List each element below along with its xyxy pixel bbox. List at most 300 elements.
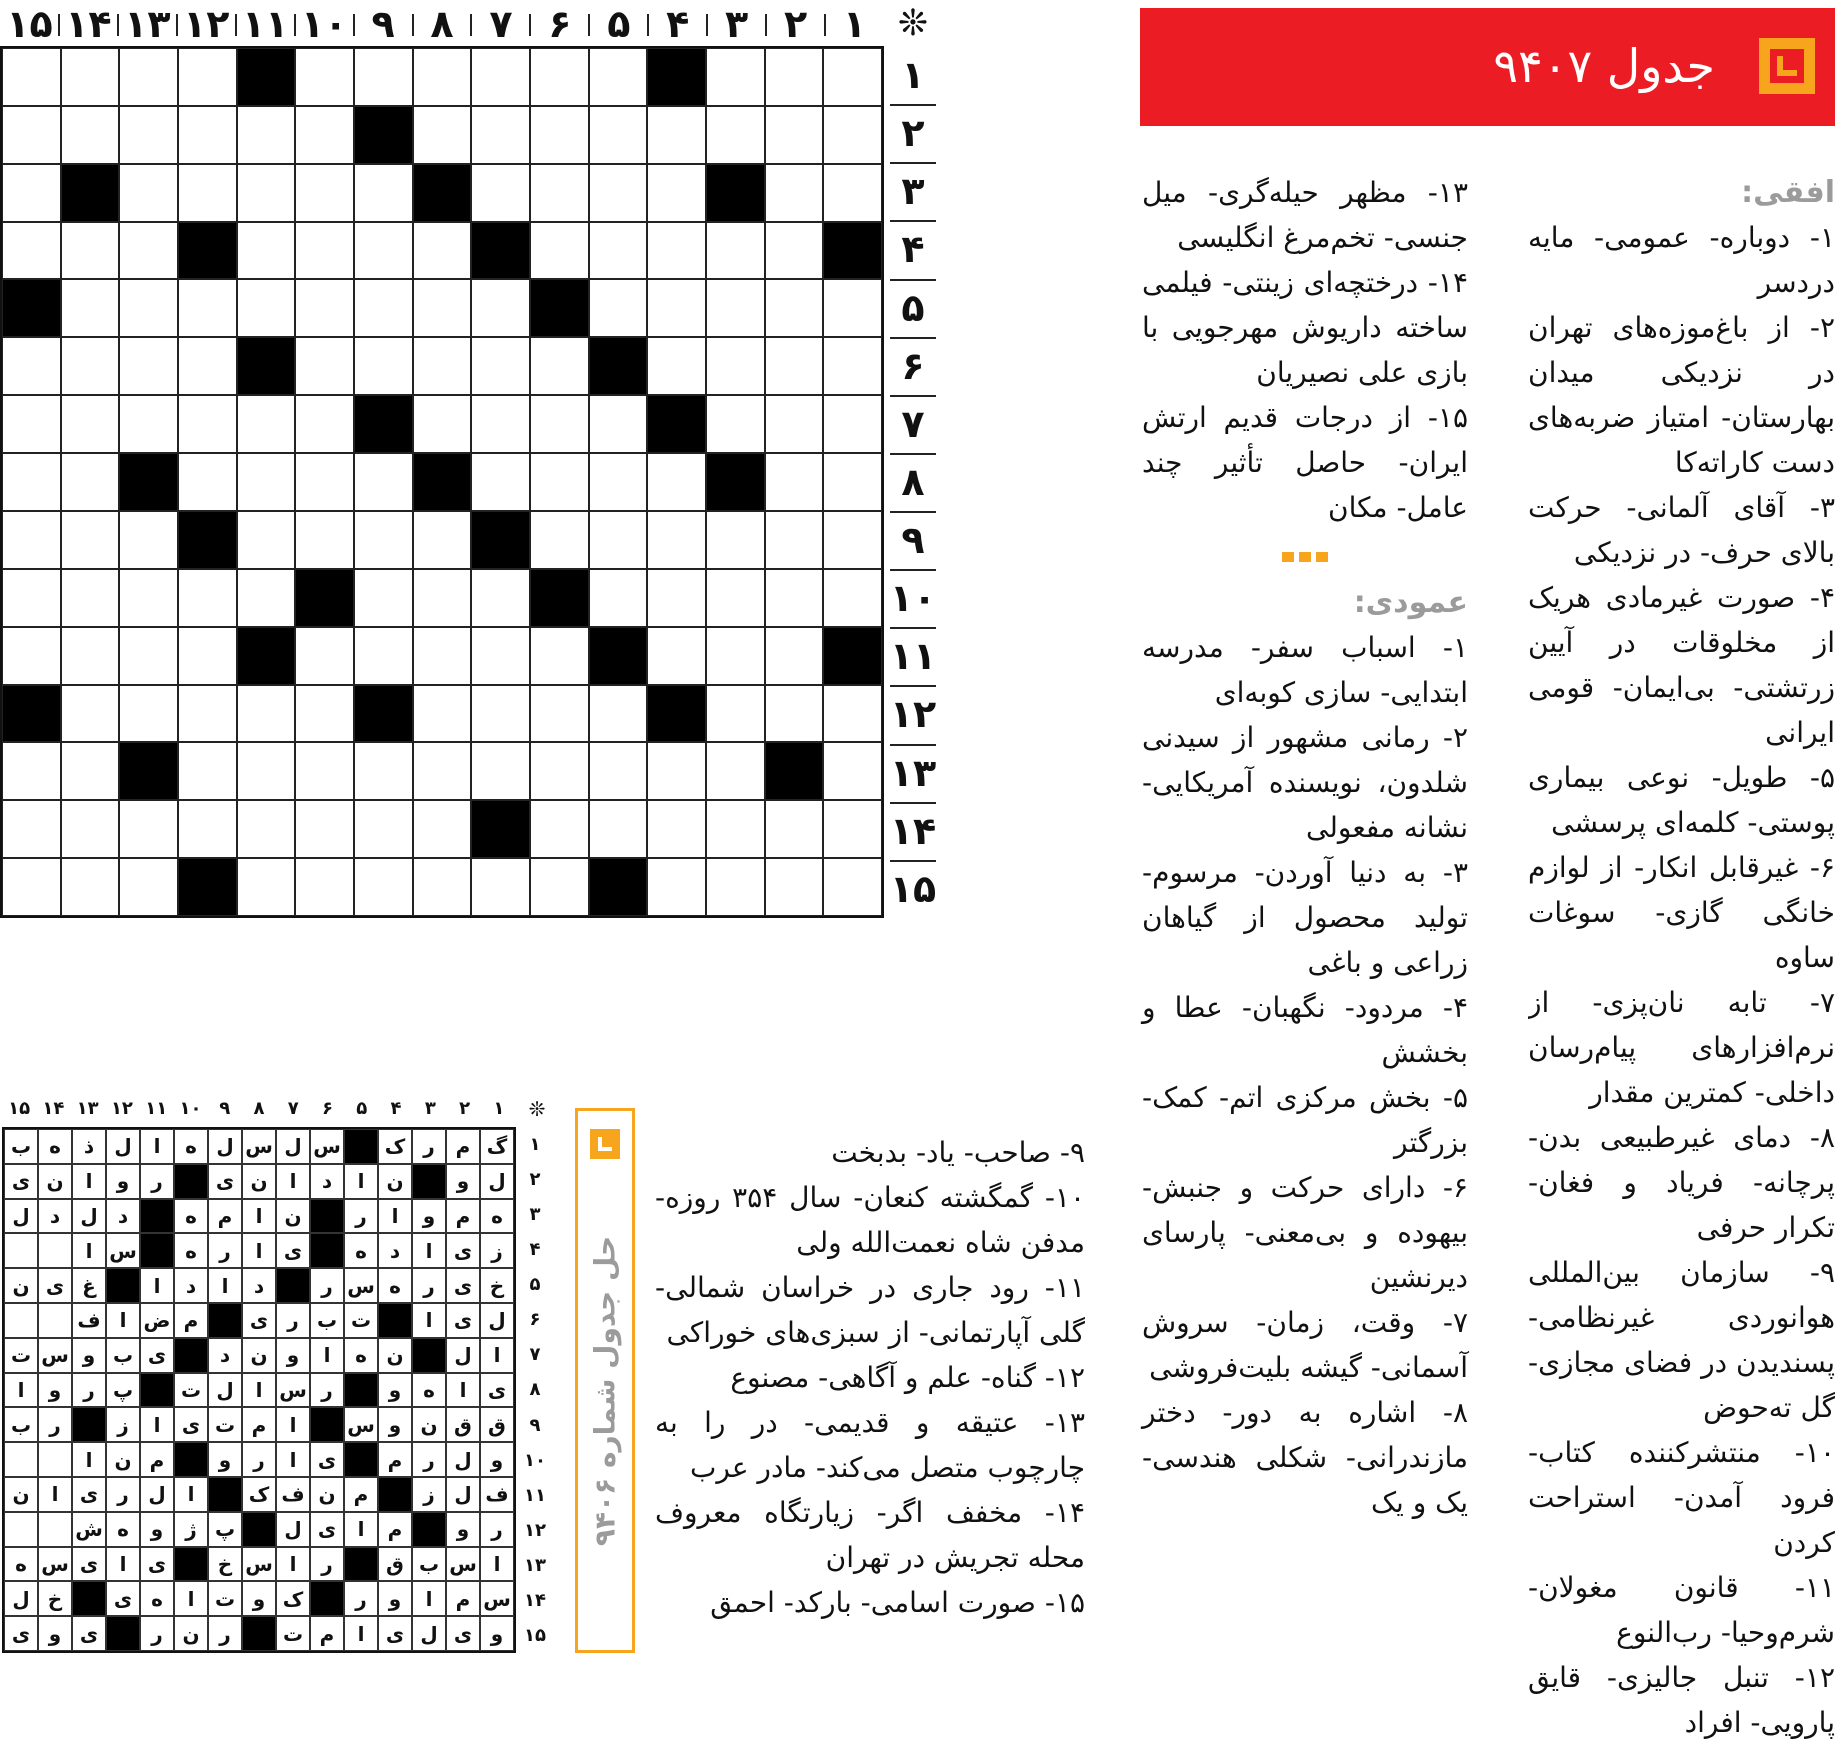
solution-cell: ی <box>480 1373 514 1408</box>
grid-cell[interactable] <box>823 453 882 511</box>
solution-cell-black <box>344 1373 378 1408</box>
grid-cell[interactable] <box>295 337 354 395</box>
grid-cell[interactable] <box>823 800 882 858</box>
solution-cell: و <box>480 1442 514 1477</box>
grid-cell[interactable] <box>2 800 61 858</box>
grid-cell[interactable] <box>237 569 296 627</box>
grid-cell[interactable] <box>237 858 296 916</box>
grid-cell[interactable] <box>295 742 354 800</box>
across-clue: ۱۳- مظهر حیله‌گری- میل جنسی- تخم‌مرغ انگلیسی <box>1142 176 1468 254</box>
grid-cell[interactable] <box>647 106 706 164</box>
grid-cell[interactable] <box>765 453 824 511</box>
grid-cell[interactable] <box>119 279 178 337</box>
solution-cell: پ <box>106 1373 140 1408</box>
solution-cell: ر <box>310 1268 344 1303</box>
solution-cell-black <box>140 1233 174 1268</box>
grid-cell[interactable] <box>647 569 706 627</box>
grid-cell[interactable] <box>765 279 824 337</box>
row-number: ۱۳ <box>889 750 937 795</box>
grid-cell[interactable] <box>119 685 178 743</box>
column-number: ۳ <box>725 2 749 46</box>
grid-cell[interactable] <box>530 511 589 569</box>
grid-cell[interactable] <box>765 685 824 743</box>
grid-cell[interactable] <box>119 48 178 106</box>
grid-cell[interactable] <box>295 395 354 453</box>
grid-cell[interactable] <box>2 511 61 569</box>
grid-cell[interactable] <box>589 48 648 106</box>
column-number: ۸ <box>430 2 454 46</box>
grid-cell[interactable] <box>119 222 178 280</box>
grid-cell[interactable] <box>589 800 648 858</box>
grid-cell[interactable] <box>823 858 882 916</box>
grid-cell[interactable] <box>178 453 237 511</box>
solution-cell: ی <box>378 1616 412 1651</box>
grid-cell[interactable] <box>354 164 413 222</box>
grid-cell[interactable] <box>61 453 120 511</box>
grid-cell[interactable] <box>706 511 765 569</box>
grid-cell[interactable] <box>178 685 237 743</box>
grid-cell[interactable] <box>61 800 120 858</box>
down-clue: ۷- وقت، زمان- سروش آسمانی- گیشه بلیت‌فروشی <box>1142 1306 1468 1384</box>
solution-cell: ر <box>412 1129 446 1164</box>
grid-cell[interactable] <box>765 337 824 395</box>
grid-cell[interactable] <box>237 511 296 569</box>
grid-cell[interactable] <box>765 858 824 916</box>
grid-cell[interactable] <box>119 395 178 453</box>
grid-cell[interactable] <box>413 279 472 337</box>
grid-cell[interactable] <box>706 395 765 453</box>
grid-cell[interactable] <box>295 800 354 858</box>
grid-cell[interactable] <box>354 337 413 395</box>
solution-cell: ر <box>344 1199 378 1234</box>
grid-cell[interactable] <box>530 48 589 106</box>
grid-cell[interactable] <box>2 106 61 164</box>
solution-cell: ا <box>140 1407 174 1442</box>
down-clue: ۱۴- مخفف اگر- زیارتگاه معروف محله تجریش در تهران <box>655 1496 1085 1574</box>
grid-cell[interactable] <box>706 48 765 106</box>
grid-cell[interactable] <box>295 627 354 685</box>
grid-cell[interactable] <box>295 164 354 222</box>
grid-cell[interactable] <box>2 395 61 453</box>
grid-cell[interactable] <box>530 742 589 800</box>
grid-cell[interactable] <box>237 395 296 453</box>
grid-cell[interactable] <box>61 48 120 106</box>
grid-cell[interactable] <box>647 800 706 858</box>
grid-cell[interactable] <box>61 627 120 685</box>
grid-cell[interactable] <box>647 337 706 395</box>
grid-cell[interactable] <box>354 511 413 569</box>
grid-cell[interactable] <box>823 337 882 395</box>
solution-cell: ه <box>38 1129 72 1164</box>
across-clue: ۱۲- تنبل جالیزی- قایق پارویی- افراد <box>1528 1661 1835 1739</box>
solution-cell: م <box>378 1512 412 1547</box>
grid-cell-black <box>413 164 472 222</box>
grid-cell[interactable] <box>765 164 824 222</box>
grid-cell[interactable] <box>823 685 882 743</box>
solution-column-number: ۱۴ <box>42 1098 65 1119</box>
solution-cell: ا <box>276 1547 310 1582</box>
grid-cell[interactable] <box>354 858 413 916</box>
solution-cell: ک <box>276 1581 310 1616</box>
grid-cell[interactable] <box>823 742 882 800</box>
grid-cell-black <box>647 395 706 453</box>
solution-cell: ن <box>242 1164 276 1199</box>
solution-cell: ا <box>344 1512 378 1547</box>
grid-cell[interactable] <box>765 511 824 569</box>
grid-cell[interactable] <box>178 627 237 685</box>
solution-cell: ل <box>4 1199 38 1234</box>
grid-cell[interactable] <box>237 800 296 858</box>
solution-cell: ی <box>4 1616 38 1651</box>
solution-cell: ر <box>310 1547 344 1582</box>
grid-cell[interactable] <box>237 222 296 280</box>
grid-cell[interactable] <box>354 279 413 337</box>
solution-cell: ا <box>412 1581 446 1616</box>
grid-cell[interactable] <box>647 511 706 569</box>
grid-cell[interactable] <box>295 453 354 511</box>
column-number: ۱۰ <box>300 2 348 46</box>
grid-cell-black <box>178 511 237 569</box>
grid-cell[interactable] <box>530 164 589 222</box>
solution-cell-black <box>174 1442 208 1477</box>
grid-cell[interactable] <box>413 858 472 916</box>
grid-cell[interactable] <box>119 337 178 395</box>
grid-cell[interactable] <box>178 164 237 222</box>
grid-cell[interactable] <box>61 106 120 164</box>
grid-cell[interactable] <box>178 279 237 337</box>
grid-cell[interactable] <box>2 742 61 800</box>
grid-cell[interactable] <box>178 742 237 800</box>
grid-cell[interactable] <box>354 222 413 280</box>
solution-cell: ی <box>276 1233 310 1268</box>
grid-cell[interactable] <box>295 858 354 916</box>
grid-cell[interactable] <box>61 395 120 453</box>
grid-cell[interactable] <box>2 858 61 916</box>
grid-cell[interactable] <box>119 858 178 916</box>
grid-cell[interactable] <box>706 106 765 164</box>
grid-cell[interactable] <box>61 222 120 280</box>
grid-cell[interactable] <box>295 106 354 164</box>
across-clue: ۷- تابه نان‌پزی- از نرم‌افزارهای پیام‌رسان داخلی- کمترین مقدار <box>1528 986 1835 1109</box>
grid-cell[interactable] <box>765 569 824 627</box>
solution-cell: س <box>242 1547 276 1582</box>
grid-cell[interactable] <box>647 742 706 800</box>
grid-cell[interactable] <box>413 569 472 627</box>
grid-cell[interactable] <box>471 569 530 627</box>
grid-cell[interactable] <box>823 279 882 337</box>
solution-cell: د <box>378 1233 412 1268</box>
grid-cell[interactable] <box>530 858 589 916</box>
grid-cell[interactable] <box>706 742 765 800</box>
grid-cell[interactable] <box>119 800 178 858</box>
grid-cell[interactable] <box>119 627 178 685</box>
grid-cell[interactable] <box>823 106 882 164</box>
grid-cell[interactable] <box>295 685 354 743</box>
grid-cell[interactable] <box>706 569 765 627</box>
grid-cell[interactable] <box>647 222 706 280</box>
solution-cell: د <box>310 1164 344 1199</box>
grid-cell[interactable] <box>61 742 120 800</box>
grid-cell[interactable] <box>413 48 472 106</box>
grid-cell[interactable] <box>61 685 120 743</box>
grid-cell[interactable] <box>354 569 413 627</box>
grid-cell[interactable] <box>706 279 765 337</box>
grid-cell[interactable] <box>706 685 765 743</box>
grid-cell[interactable] <box>765 48 824 106</box>
grid-cell[interactable] <box>237 164 296 222</box>
solution-cell: و <box>378 1373 412 1408</box>
grid-cell[interactable] <box>237 106 296 164</box>
grid-cell[interactable] <box>178 800 237 858</box>
grid-cell[interactable] <box>2 453 61 511</box>
grid-cell[interactable] <box>471 106 530 164</box>
grid-cell[interactable] <box>237 685 296 743</box>
grid-cell[interactable] <box>119 569 178 627</box>
grid-cell[interactable] <box>413 106 472 164</box>
grid-cell[interactable] <box>530 337 589 395</box>
solution-row-number: ۳ <box>529 1204 541 1226</box>
grid-cell[interactable] <box>647 858 706 916</box>
grid-cell[interactable] <box>589 279 648 337</box>
solution-cell: ی <box>140 1547 174 1582</box>
grid-cell[interactable] <box>61 858 120 916</box>
grid-cell[interactable] <box>589 742 648 800</box>
solution-cell: ی <box>140 1338 174 1373</box>
grid-cell[interactable] <box>530 222 589 280</box>
grid-cell[interactable] <box>589 453 648 511</box>
grid-cell[interactable] <box>178 106 237 164</box>
grid-cell[interactable] <box>706 337 765 395</box>
row-number: ۳ <box>901 169 925 214</box>
grid-cell[interactable] <box>765 222 824 280</box>
grid-cell[interactable] <box>413 627 472 685</box>
solution-cell: گ <box>480 1129 514 1164</box>
solution-row-number: ۸ <box>529 1379 541 1401</box>
grid-cell[interactable] <box>354 800 413 858</box>
grid-cell[interactable] <box>354 48 413 106</box>
grid-cell[interactable] <box>119 511 178 569</box>
solution-row-number: ۱۳ <box>524 1554 546 1576</box>
grid-cell[interactable] <box>589 222 648 280</box>
solution-cell: ک <box>242 1477 276 1512</box>
grid-cell[interactable] <box>823 48 882 106</box>
grid-cell[interactable] <box>471 337 530 395</box>
grid-cell[interactable] <box>530 800 589 858</box>
grid-cell-black <box>471 511 530 569</box>
grid-cell[interactable] <box>589 511 648 569</box>
grid-cell[interactable] <box>61 511 120 569</box>
grid-cell[interactable] <box>823 511 882 569</box>
grid-cell[interactable] <box>471 279 530 337</box>
solution-cell: ت <box>344 1303 378 1338</box>
grid-cell[interactable] <box>237 742 296 800</box>
down-clue: ۹- صاحب- یاد- بدبخت <box>831 1136 1085 1169</box>
across-clue: ۱۰- منتشرکننده کتاب- فرود آمدن- استراحت کردن <box>1528 1436 1835 1559</box>
grid-cell[interactable] <box>354 742 413 800</box>
grid-cell[interactable] <box>530 395 589 453</box>
grid-cell[interactable] <box>119 106 178 164</box>
solution-cell: ر <box>38 1407 72 1442</box>
grid-cell[interactable] <box>471 395 530 453</box>
solution-cell: ا <box>276 1442 310 1477</box>
solution-cell: ا <box>106 1303 140 1338</box>
solution-cell: ن <box>412 1407 446 1442</box>
solution-cell: ر <box>344 1581 378 1616</box>
grid-cell[interactable] <box>354 627 413 685</box>
grid-cell-black <box>119 742 178 800</box>
grid-cell[interactable] <box>471 164 530 222</box>
grid-cell[interactable] <box>471 742 530 800</box>
grid-cell[interactable] <box>471 453 530 511</box>
row-separator <box>890 104 936 106</box>
grid-cell[interactable] <box>295 279 354 337</box>
grid-cell[interactable] <box>178 395 237 453</box>
grid-cell[interactable] <box>647 164 706 222</box>
solution-cell: و <box>242 1581 276 1616</box>
solution-cell: ه <box>106 1512 140 1547</box>
column-number: ۹ <box>371 2 395 46</box>
grid-cell[interactable] <box>823 395 882 453</box>
grid-cell[interactable] <box>178 569 237 627</box>
grid-cell[interactable] <box>589 395 648 453</box>
grid-cell-black <box>354 395 413 453</box>
grid-cell[interactable] <box>119 164 178 222</box>
solution-cell: پ <box>208 1512 242 1547</box>
grid-cell[interactable] <box>413 685 472 743</box>
grid-cell-black <box>647 685 706 743</box>
grid-cell[interactable] <box>706 222 765 280</box>
solution-cell: ا <box>276 1164 310 1199</box>
solution-cell: ی <box>310 1512 344 1547</box>
solution-cell: ر <box>106 1477 140 1512</box>
grid-cell[interactable] <box>413 337 472 395</box>
solution-cell: ا <box>4 1373 38 1408</box>
down-clue: ۳- به دنیا آوردن- مرسوم- تولید محصول از گیاهان زراعی و باغی <box>1142 856 1468 979</box>
grid-cell[interactable] <box>413 742 472 800</box>
grid-cell[interactable] <box>2 627 61 685</box>
column-number: ۱۱ <box>241 2 289 46</box>
row-separator <box>890 395 936 397</box>
crossword-grid[interactable] <box>0 46 884 918</box>
solution-cell: ل <box>208 1129 242 1164</box>
solution-cell: ی <box>446 1303 480 1338</box>
solution-cell: ق <box>480 1407 514 1442</box>
grid-cell[interactable] <box>2 337 61 395</box>
grid-cell[interactable] <box>61 279 120 337</box>
grid-cell[interactable] <box>61 569 120 627</box>
grid-cell[interactable] <box>530 685 589 743</box>
grid-cell[interactable] <box>823 569 882 627</box>
kayhan-logo-icon <box>1759 38 1815 94</box>
solution-cell: م <box>140 1442 174 1477</box>
grid-cell[interactable] <box>178 337 237 395</box>
grid-cell[interactable] <box>765 106 824 164</box>
solution-row-number: ۱ <box>529 1134 541 1155</box>
solution-column-number: ۱۵ <box>8 1098 31 1119</box>
grid-cell[interactable] <box>178 48 237 106</box>
grid-cell[interactable] <box>471 627 530 685</box>
grid-cell[interactable] <box>295 48 354 106</box>
grid-cell[interactable] <box>295 511 354 569</box>
solution-cell: و <box>38 1373 72 1408</box>
grid-cell[interactable] <box>647 453 706 511</box>
grid-cell[interactable] <box>706 858 765 916</box>
grid-cell[interactable] <box>471 48 530 106</box>
solution-cell: ل <box>480 1303 514 1338</box>
grid-cell[interactable] <box>237 453 296 511</box>
solution-cell: ژ <box>174 1512 208 1547</box>
grid-cell[interactable] <box>354 453 413 511</box>
grid-cell[interactable] <box>413 395 472 453</box>
grid-cell[interactable] <box>823 164 882 222</box>
grid-cell[interactable] <box>237 279 296 337</box>
grid-cell[interactable] <box>530 106 589 164</box>
grid-cell[interactable] <box>647 279 706 337</box>
down-list-part-1 <box>1142 625 1468 1525</box>
solution-cell: ر <box>208 1233 242 1268</box>
grid-cell[interactable] <box>413 222 472 280</box>
row-number: ۱۱ <box>889 634 937 679</box>
solution-cell: ن <box>38 1164 72 1199</box>
grid-cell[interactable] <box>589 106 648 164</box>
grid-cell[interactable] <box>765 800 824 858</box>
grid-cell[interactable] <box>2 569 61 627</box>
solution-column-number: ۱۳ <box>76 1098 99 1119</box>
solution-cell: ا <box>378 1199 412 1234</box>
solution-cell: ر <box>242 1442 276 1477</box>
grid-cell[interactable] <box>295 222 354 280</box>
solution-cell-black <box>174 1164 208 1199</box>
grid-cell[interactable] <box>2 48 61 106</box>
solution-cell: ی <box>446 1268 480 1303</box>
grid-cell-black <box>471 800 530 858</box>
grid-cell[interactable] <box>765 627 824 685</box>
grid-cell[interactable] <box>765 395 824 453</box>
solution-cell: خ <box>38 1581 72 1616</box>
solution-cell: ا <box>38 1477 72 1512</box>
grid-cell[interactable] <box>2 222 61 280</box>
grid-cell[interactable] <box>413 800 472 858</box>
solution-column-number: ۱ <box>493 1098 505 1119</box>
grid-cell[interactable] <box>61 337 120 395</box>
grid-cell[interactable] <box>471 685 530 743</box>
grid-cell[interactable] <box>647 627 706 685</box>
star-icon: ❊ <box>897 3 929 44</box>
solution-cell: ل <box>412 1616 446 1651</box>
grid-cell[interactable] <box>530 627 589 685</box>
grid-cell[interactable] <box>530 453 589 511</box>
solution-cell: م <box>242 1407 276 1442</box>
solution-cell: ر <box>310 1373 344 1408</box>
grid-cell[interactable] <box>589 685 648 743</box>
grid-cell[interactable] <box>471 858 530 916</box>
grid-cell[interactable] <box>706 627 765 685</box>
solution-cell: و <box>378 1581 412 1616</box>
solution-cell: ی <box>174 1407 208 1442</box>
grid-cell[interactable] <box>589 164 648 222</box>
grid-cell[interactable] <box>2 164 61 222</box>
solution-cell: ر <box>140 1616 174 1651</box>
grid-cell[interactable] <box>589 569 648 627</box>
grid-cell-black <box>178 222 237 280</box>
puzzle-title: جدول ۹۴۰۷ <box>1493 39 1715 93</box>
grid-cell[interactable] <box>413 511 472 569</box>
grid-cell-black <box>119 453 178 511</box>
grid-cell[interactable] <box>706 800 765 858</box>
solution-cell: ه <box>140 1581 174 1616</box>
grid-cell-black <box>589 337 648 395</box>
solution-cell: ن <box>378 1164 412 1199</box>
